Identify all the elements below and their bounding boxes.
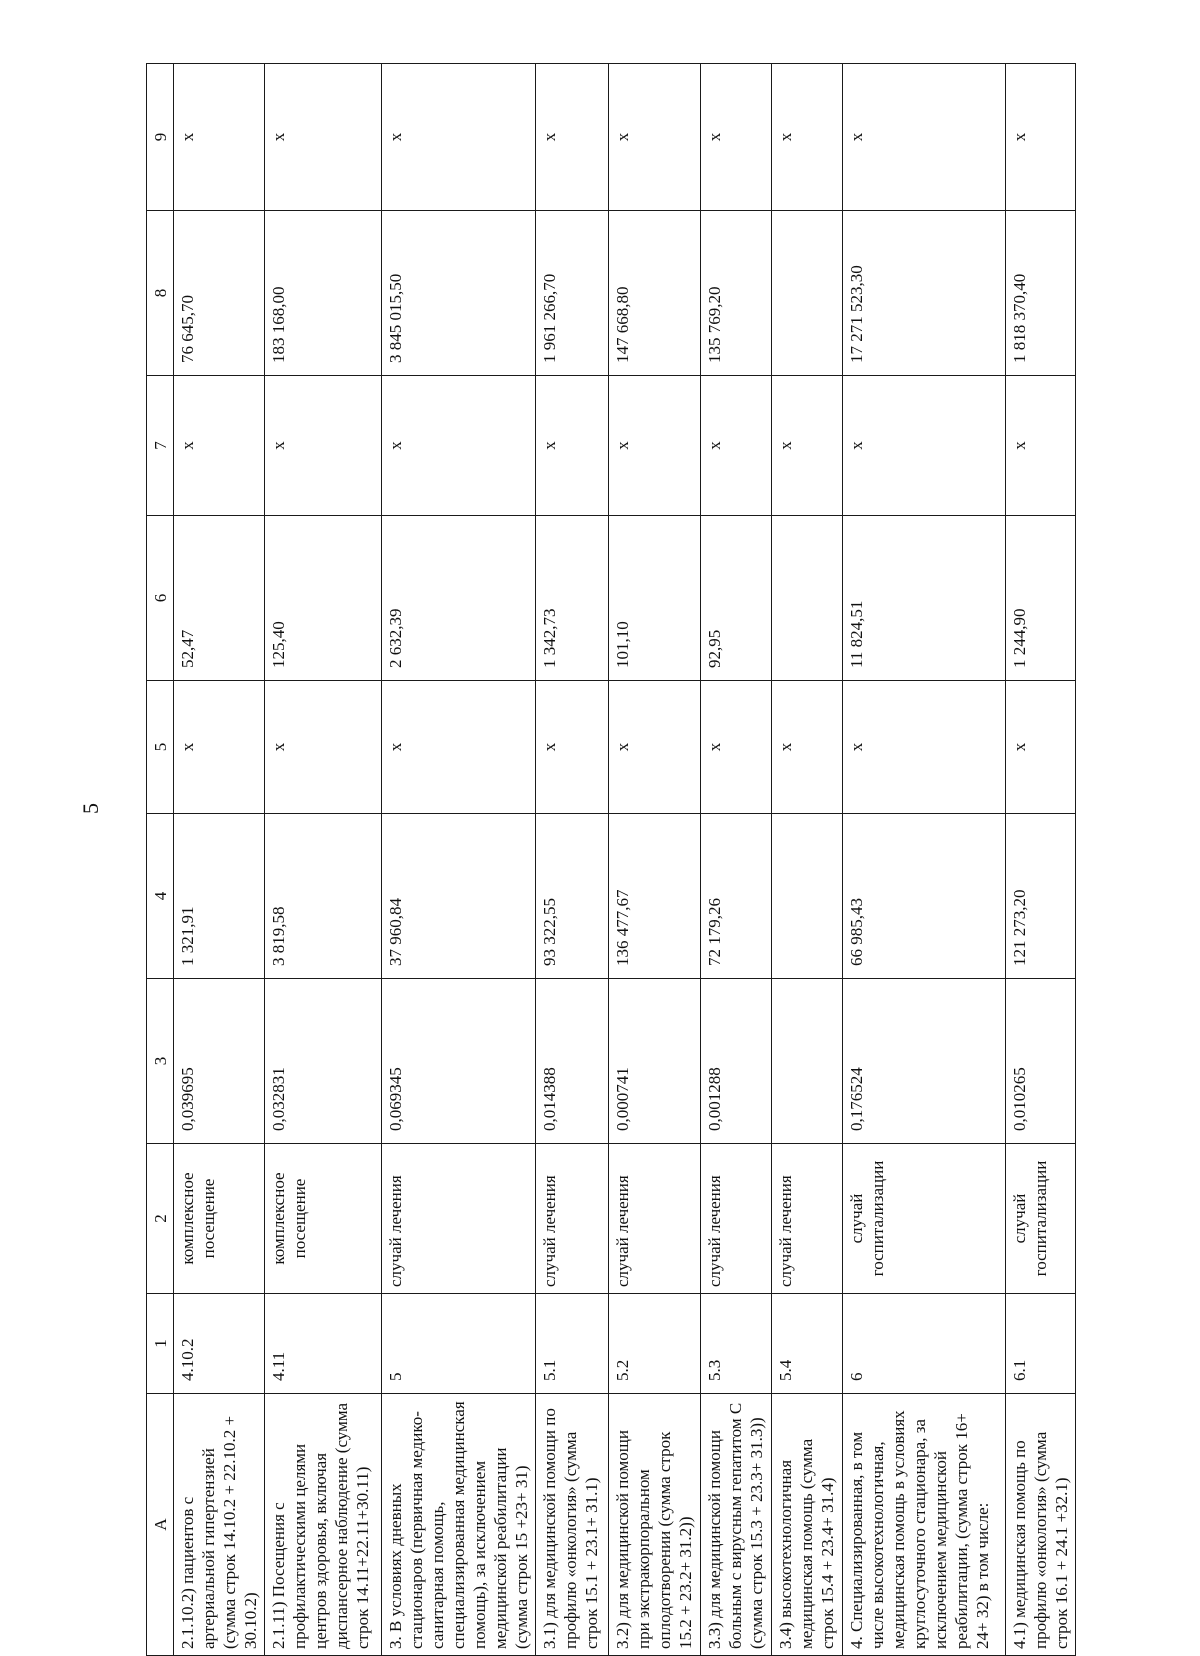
value-cell: х (174, 64, 265, 211)
data-table-rotated (146, 64, 1076, 1656)
column-header: 9 (147, 64, 174, 211)
row-name-cell: 3.4) высокотехнологичная медицинская помощь (сумма строк 15.4 + 23.4+ 31.4) (771, 1394, 842, 1656)
column-header: 2 (147, 1144, 174, 1294)
value-cell: х (842, 681, 1005, 814)
value-cell: 0,176524 (842, 979, 1005, 1144)
value-cell: х (842, 64, 1005, 211)
value-cell: 121 273,20 (1005, 814, 1075, 979)
row-name-cell: 3. В условиях дневных стационаров (первичная медико-санитарная помощь, специализированная медицинская помощь), за исключением медицинской реабилитации (сумма строк 15 +23+ 31) (382, 1394, 536, 1656)
value-cell: 0,000741 (609, 979, 700, 1144)
value-cell: х (700, 376, 771, 516)
unit-cell: случай лечения (771, 1144, 842, 1294)
column-header: 8 (147, 211, 174, 376)
value-cell: 1 244,90 (1005, 516, 1075, 681)
value-cell: х (700, 64, 771, 211)
value-cell: 136 477,67 (609, 814, 700, 979)
value-cell (771, 211, 842, 376)
value-cell: х (771, 64, 842, 211)
value-cell: х (1005, 376, 1075, 516)
value-cell: х (609, 376, 700, 516)
value-cell: 0,010265 (1005, 979, 1075, 1144)
value-cell: х (609, 681, 700, 814)
column-header: 1 (147, 1294, 174, 1394)
value-cell: 0,001288 (700, 979, 771, 1144)
value-cell: х (265, 681, 382, 814)
table-row (700, 64, 771, 1656)
row-name-cell: 2.1.11) Посещения с профилактическими целями центров здоровья, включая диспансерное наблюдение (сумма строк 14.11+22.11+30.11) (265, 1394, 382, 1656)
value-cell: 0,039695 (174, 979, 265, 1144)
value-cell: 66 985,43 (842, 814, 1005, 979)
value-cell: х (174, 681, 265, 814)
value-cell: 147 668,80 (609, 211, 700, 376)
value-cell: 3 819,58 (265, 814, 382, 979)
value-cell: 1 961 266,70 (536, 211, 609, 376)
value-cell: х (842, 376, 1005, 516)
value-cell: х (174, 376, 265, 516)
unit-cell: случай лечения (382, 1144, 536, 1294)
table-row (771, 64, 842, 1656)
value-cell: 11 824,51 (842, 516, 1005, 681)
unit-cell: случай лечения (609, 1144, 700, 1294)
table-row (265, 64, 382, 1656)
value-cell: х (382, 681, 536, 814)
value-cell: 92,95 (700, 516, 771, 681)
value-cell: 183 168,00 (265, 211, 382, 376)
value-cell: х (382, 376, 536, 516)
row-code-cell: 5.2 (609, 1294, 700, 1394)
value-cell: х (1005, 681, 1075, 814)
value-cell: 0,069345 (382, 979, 536, 1144)
data-table (146, 63, 1076, 1656)
row-name-cell: 3.3) для медицинской помощи больным с вирусным гепатитом С (сумма строк 15.3 + 23.3+ 31.3)) (700, 1394, 771, 1656)
row-name-cell: 4.1) медицинская помощь по профилю «онкология» (сумма строк 16.1 + 24.1 +32.1) (1005, 1394, 1075, 1656)
value-cell: 17 271 523,30 (842, 211, 1005, 376)
unit-cell: случай лечения (536, 1144, 609, 1294)
value-cell: х (771, 376, 842, 516)
row-code-cell: 5.4 (771, 1294, 842, 1394)
row-code-cell: 4.10.2 (174, 1294, 265, 1394)
page-number: 5 (78, 803, 103, 814)
value-cell: 72 179,26 (700, 814, 771, 979)
unit-cell: случай госпитализации (1005, 1144, 1075, 1294)
value-cell: 1 321,91 (174, 814, 265, 979)
value-cell (771, 979, 842, 1144)
value-cell: х (609, 64, 700, 211)
row-code-cell: 6.1 (1005, 1294, 1075, 1394)
value-cell: х (771, 681, 842, 814)
table-header-row (147, 64, 174, 1656)
column-header: 6 (147, 516, 174, 681)
value-cell (771, 516, 842, 681)
value-cell: х (265, 64, 382, 211)
value-cell: х (536, 376, 609, 516)
row-name-cell: 4. Специализированная, в том числе высокотехнологичная, медицинская помощь в условиях круглосуточного стационара, за исключением медицинской реабилитации, (сумма строк 16+ 24+ 32) в том числе: (842, 1394, 1005, 1656)
row-name-cell: 3.1) для медицинской помощи по профилю «онкология» (сумма строк 15.1 + 23.1+ 31.1) (536, 1394, 609, 1656)
table-row (536, 64, 609, 1656)
unit-cell: случай лечения (700, 1144, 771, 1294)
table-row (1005, 64, 1075, 1656)
row-code-cell: 4.11 (265, 1294, 382, 1394)
value-cell: 125,40 (265, 516, 382, 681)
column-header: 4 (147, 814, 174, 979)
table-row (174, 64, 265, 1656)
table-row (382, 64, 536, 1656)
column-header: А (147, 1394, 174, 1656)
value-cell: 1 342,73 (536, 516, 609, 681)
value-cell (771, 814, 842, 979)
value-cell: 76 645,70 (174, 211, 265, 376)
unit-cell: комплексное посещение (174, 1144, 265, 1294)
value-cell: х (382, 64, 536, 211)
column-header: 5 (147, 681, 174, 814)
value-cell: х (536, 64, 609, 211)
value-cell: 37 960,84 (382, 814, 536, 979)
row-code-cell: 6 (842, 1294, 1005, 1394)
value-cell: 1 818 370,40 (1005, 211, 1075, 376)
value-cell: 52,47 (174, 516, 265, 681)
column-header: 7 (147, 376, 174, 516)
value-cell: 0,014388 (536, 979, 609, 1144)
row-code-cell: 5 (382, 1294, 536, 1394)
unit-cell: случай госпитализации (842, 1144, 1005, 1294)
row-code-cell: 5.3 (700, 1294, 771, 1394)
table-row (842, 64, 1005, 1656)
row-code-cell: 5.1 (536, 1294, 609, 1394)
value-cell: х (265, 376, 382, 516)
table-row (609, 64, 700, 1656)
value-cell: 0,032831 (265, 979, 382, 1144)
value-cell: 3 845 015,50 (382, 211, 536, 376)
value-cell: х (700, 681, 771, 814)
value-cell: х (536, 681, 609, 814)
value-cell: х (1005, 64, 1075, 211)
value-cell: 93 322,55 (536, 814, 609, 979)
value-cell: 2 632,39 (382, 516, 536, 681)
row-name-cell: 2.1.10.2) пациентов с артериальной гипертензией (сумма строк 14.10.2 + 22.10.2 + 30.10.2) (174, 1394, 265, 1656)
unit-cell: комплексное посещение (265, 1144, 382, 1294)
column-header: 3 (147, 979, 174, 1144)
value-cell: 101,10 (609, 516, 700, 681)
value-cell: 135 769,20 (700, 211, 771, 376)
row-name-cell: 3.2) для медицинской помощи при экстракорпоральном оплодотворении (сумма строк 15.2 + 23.2+ 31.2)) (609, 1394, 700, 1656)
